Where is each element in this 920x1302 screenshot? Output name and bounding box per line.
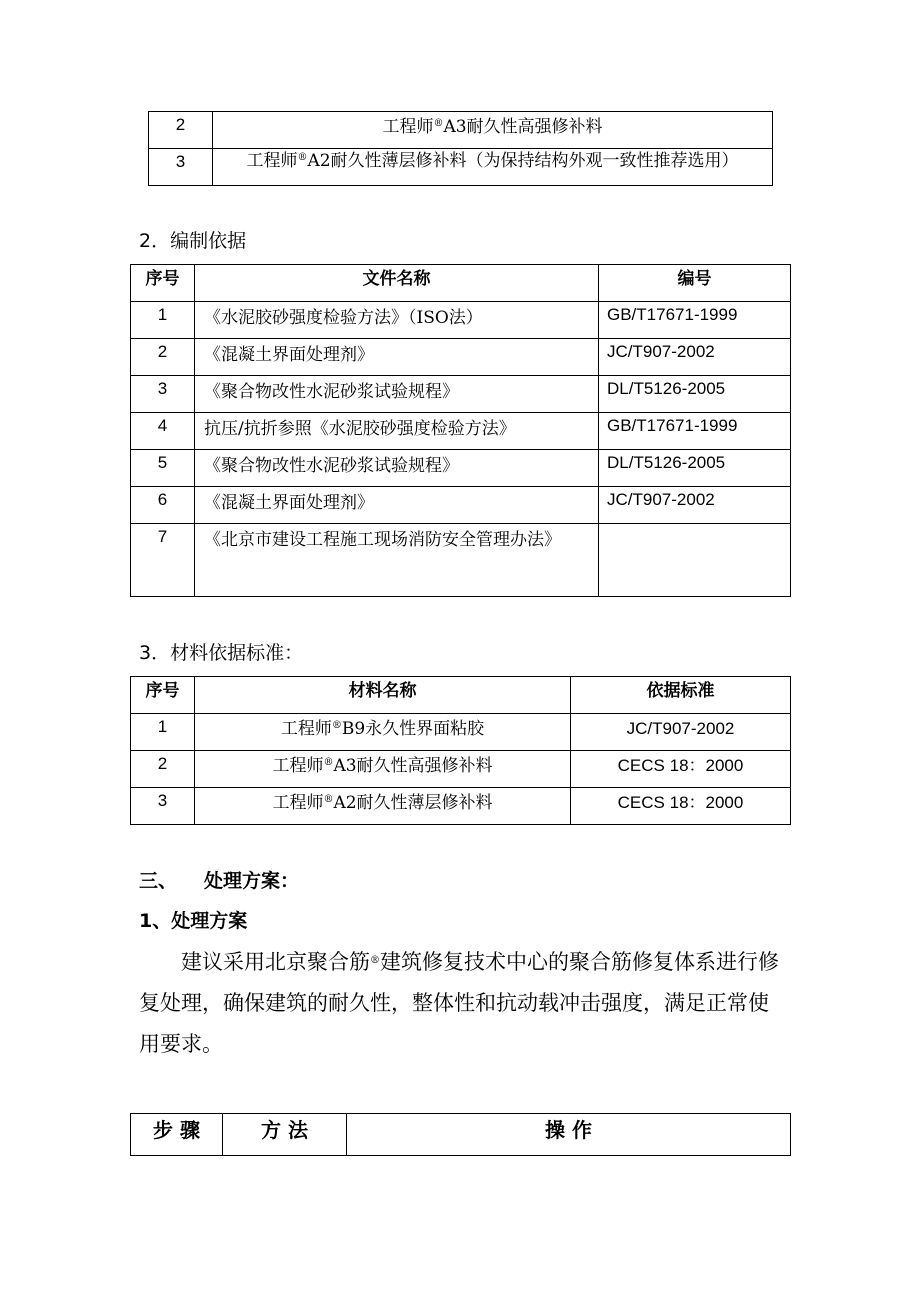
treatment-paragraph: 建议采用北京聚合筋®建筑修复技术中心的聚合筋修复体系进行修复处理，确保建筑的耐久性，整体性和抗动载冲击强度，满足正常使用要求。 xyxy=(139,950,779,1056)
row-number: 5 xyxy=(131,450,195,487)
table-row xyxy=(131,302,791,339)
doc-name: 《北京市建设工程施工现场消防安全管理办法》 xyxy=(195,524,599,597)
doc-code: JC/T907-2002 xyxy=(599,339,791,376)
table-row xyxy=(131,751,791,788)
header-operation: 操 作 xyxy=(347,1114,791,1156)
part-heading-text: 处理方案： xyxy=(204,870,300,892)
table-row xyxy=(131,376,791,413)
row-number: 3 xyxy=(131,376,195,413)
table-header-row xyxy=(131,265,791,302)
table-row xyxy=(131,788,791,825)
row-number: 2 xyxy=(131,339,195,376)
sub-heading: 1、处理方案 xyxy=(139,910,248,932)
header-doc-name: 文件名称 xyxy=(195,265,599,302)
header-material-name: 材料名称 xyxy=(195,677,571,714)
section-heading-materials: 3．材料依据标准： xyxy=(139,642,304,664)
header-code: 编号 xyxy=(599,265,791,302)
doc-code: DL/T5126-2005 xyxy=(599,376,791,413)
header-no: 序号 xyxy=(131,677,195,714)
table-header-row xyxy=(131,677,791,714)
doc-code: JC/T907-2002 xyxy=(599,487,791,524)
material-name: 工程师®A2耐久性薄层修补料（为保持结构外观一致性推荐选用） xyxy=(213,149,773,186)
doc-code xyxy=(599,524,791,597)
table-row xyxy=(131,450,791,487)
material-name: 工程师®A3耐久性高强修补料 xyxy=(213,112,773,149)
row-number: 7 xyxy=(131,524,195,597)
row-number: 3 xyxy=(149,149,213,186)
material-standard: CECS 18：2000 xyxy=(571,751,791,788)
row-number: 4 xyxy=(131,413,195,450)
row-number: 2 xyxy=(149,112,213,149)
top-material-table xyxy=(148,111,773,186)
doc-code: GB/T17671-1999 xyxy=(599,302,791,339)
doc-code: DL/T5126-2005 xyxy=(599,450,791,487)
table-row xyxy=(149,112,773,149)
material-name: 工程师®B9永久性界面粘胶 xyxy=(195,714,571,751)
table-row xyxy=(131,339,791,376)
table-row xyxy=(149,149,773,186)
table-row xyxy=(131,487,791,524)
doc-name: 《聚合物改性水泥砂浆试验规程》 xyxy=(195,450,599,487)
material-standard: CECS 18：2000 xyxy=(571,788,791,825)
steps-table xyxy=(130,1113,791,1156)
table-header-row xyxy=(131,1114,791,1156)
doc-name: 《混凝土界面处理剂》 xyxy=(195,339,599,376)
row-number: 3 xyxy=(131,788,195,825)
material-standard-table xyxy=(130,676,791,825)
header-no: 序号 xyxy=(131,265,195,302)
header-standard: 依据标准 xyxy=(571,677,791,714)
doc-name: 《聚合物改性水泥砂浆试验规程》 xyxy=(195,376,599,413)
header-step: 步 骤 xyxy=(131,1114,223,1156)
material-name: 工程师®A3耐久性高强修补料 xyxy=(195,751,571,788)
table-row xyxy=(131,413,791,450)
table-row xyxy=(131,714,791,751)
header-method: 方 法 xyxy=(223,1114,347,1156)
table-row xyxy=(131,524,791,597)
doc-name: 抗压/抗折参照《水泥胶砂强度检验方法》 xyxy=(195,413,599,450)
material-name: 工程师®A2耐久性薄层修补料 xyxy=(195,788,571,825)
doc-code: GB/T17671-1999 xyxy=(599,413,791,450)
doc-name: 《水泥胶砂强度检验方法》（ISO法） xyxy=(195,302,599,339)
part-heading-number: 三、 xyxy=(139,870,178,892)
row-number: 6 xyxy=(131,487,195,524)
row-number: 2 xyxy=(131,751,195,788)
row-number: 1 xyxy=(131,714,195,751)
row-number: 1 xyxy=(131,302,195,339)
section-heading-basis: 2．编制依据 xyxy=(139,230,247,252)
doc-name: 《混凝土界面处理剂》 xyxy=(195,487,599,524)
material-standard: JC/T907-2002 xyxy=(571,714,791,751)
basis-table xyxy=(130,264,791,597)
